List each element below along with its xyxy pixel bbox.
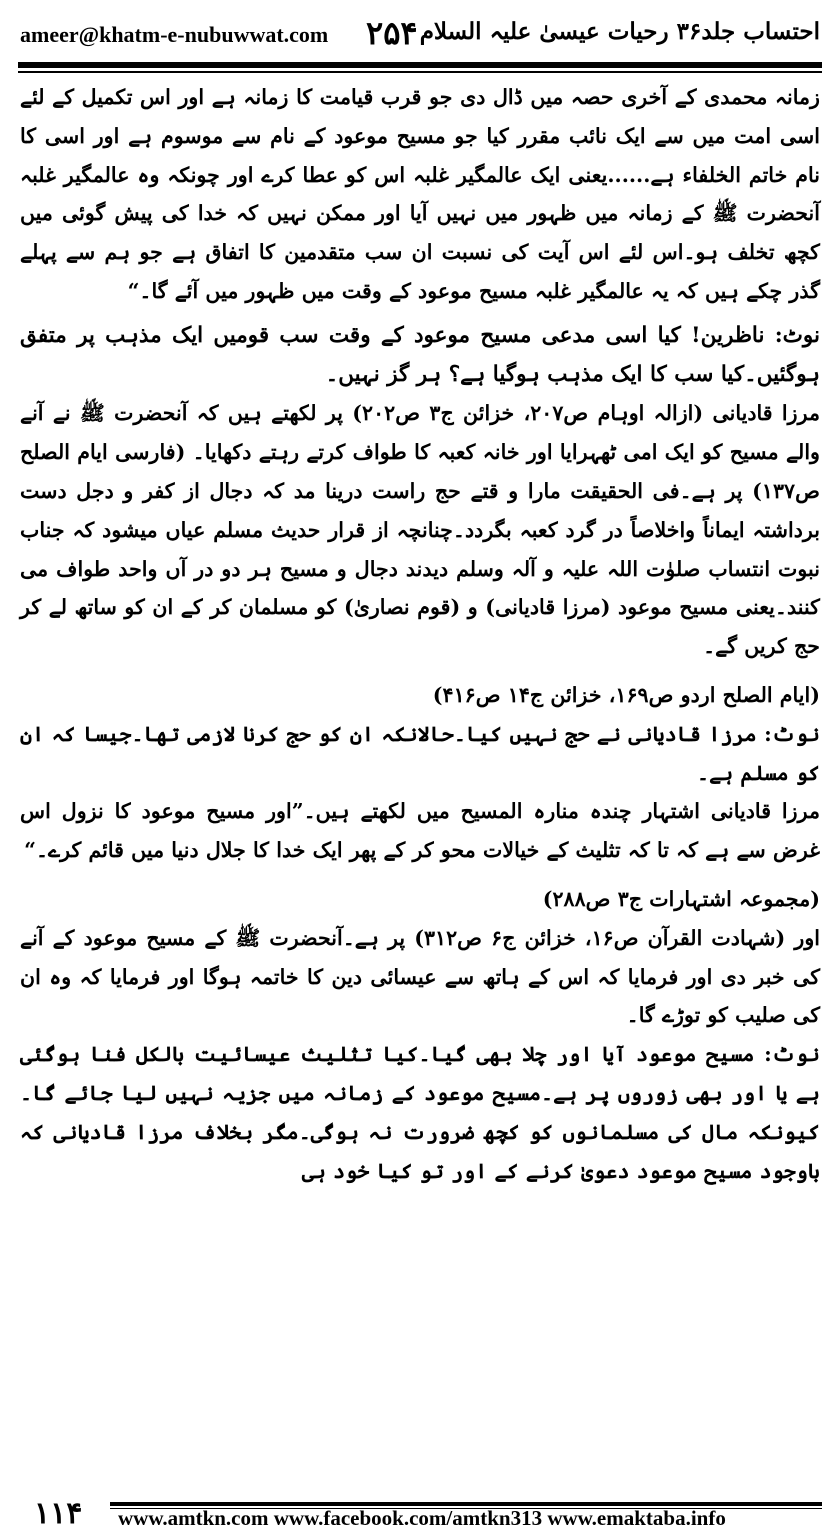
footer-page-number: ۱۱۴: [34, 1496, 83, 1531]
header-rule-thin: [18, 71, 822, 73]
page-body: [20, 78, 820, 1190]
note-paragraph: نوٹ: مسیح موعود آیا اور چلا بھی گیا۔کیا تثلیث عیسائیت بالکل فنا ہوگئی ہے یا اور بھی زوروں پر ہے۔مسیح موعود کے زمانہ میں جزیہ نہیں لیا جائے گا۔کیونکہ مال کی مسلمانوں کو کچھ ضرورت نہ ہوگی۔مگر بخلاف مرزا قادیانی کہ باوجود مسیح موعود دعویٰ کرنے کے اور تو کیا خود ہی: [20, 1042, 820, 1183]
header-rule-thick: [18, 62, 822, 68]
note-paragraph: نوٹ: ناظرین! کیا اسی مدعی مسیح موعود کے وقت سب قومیں ایک مذہب پر متفق ہوگئیں۔کیا سب کا ایک مذہب ہوگیا ہے؟ ہر گز نہیں۔: [20, 322, 820, 387]
note-paragraph: نوٹ: مرزا قادیانی نے حج نہیں کیا۔حالانکہ ان کو حج کرنا لازمی تھا۔جیسا کہ ان کو مسلم ہے۔: [20, 721, 820, 785]
citation-paragraph: مرزا قادیانی (ازالہ اوہام ص۲۰۷، خزائن ج۳ ص۲۰۲) پر لکھتے ہیں کہ آنحضرت ﷺ نے آنے والے مسیح کو ایک امی ٹھہرایا اور خانہ کعبہ کا طواف کرتے رہتے دکھایا۔ (فارسی ایام الصلح ص۱۳۷) پر ہے۔فی الحقیقت مارا و قتے حج راست درینا مد کہ دجال از کفر و دجل دست برداشتہ ایماناً واخلاصاً در گرد کعبہ بگردد۔چنانچہ از قرار حدیث مسلم عیاں میشود کہ جناب نبوت انتساب صلوٰت اللہ علیہ و آلہ وسلم دیدند دجال و مسیح ہر دو در آں واحد طواف می کنند۔یعنی مسیح موعود (مرزا قادیانی) و (قوم نصاریٰ) کو مسلمان کر کے ان کو ساتھ لے کر حج کریں گے۔: [20, 401, 820, 659]
page-header: [0, 0, 840, 64]
reference-line: (مجموعہ اشتہارات ج۳ ص۲۸۸): [542, 886, 820, 911]
footer-website-links: www.amtkn.com www.facebook.com/amtkn313 www.emaktaba.info: [118, 1506, 726, 1530]
page-footer: [0, 1494, 840, 1540]
header-email: ameer@khatm-e-nubuwwat.com: [20, 22, 329, 47]
header-page-number: ۲۵۴: [366, 14, 418, 52]
citation-paragraph: اور (شہادت القرآن ص۱۶، خزائن ج۶ ص۳۱۲) پر ہے۔آنحضرت ﷺ کے مسیح موعود کے آنے کی خبر دی اور فرمایا کہ اس کے ہاتھ سے عیسائی دین کا خاتمہ ہوگا اور فرمایا کہ وہ ان کی صلیب کو توڑے گا۔: [20, 925, 820, 1028]
citation-paragraph: مرزا قادیانی اشتہار چندہ منارہ المسیح میں لکھتے ہیں۔”اور مسیح موعود کا نزول اس غرض سے ہے کہ تا کہ تثلیث کے خیالات محو کر کے پھر ایک خدا کا جلال دنیا میں قائم کرے۔“: [20, 799, 820, 863]
header-book-title: احتساب جلد۳۶ رحیات عیسیٰ علیہ السلام: [419, 18, 820, 45]
reference-line: (ایام الصلح اردو ص۱۶۹، خزائن ج۱۴ ص۴۱۶): [432, 682, 820, 707]
quote-paragraph: زمانہ محمدی کے آخری حصہ میں ڈال دی جو قرب قیامت کا زمانہ ہے اور اس تکمیل کے لئے اسی امت میں سے ایک نائب مقرر کیا جو مسیح موعود کے نام سے موسوم ہے اور اسی کا نام خاتم الخلفاء ہے......یعنی ایک عالمگیر غلبہ اس کو عطا کرے اور چونکہ وہ عالمگیر غلبہ آنحضرت ﷺ کے زمانہ میں ظہور میں نہیں آیا اور ممکن نہیں کہ خدا کی پیش گوئی میں کچھ تخلف ہو۔اس لئے اس آیت کی نسبت ان سب متقدمین کا اتفاق ہے جو ہم سے پہلے گذر چکے ہیں کہ یہ عالمگیر غلبہ مسیح موعود کے وقت میں ظہور میں آئے گا۔“: [20, 85, 820, 303]
